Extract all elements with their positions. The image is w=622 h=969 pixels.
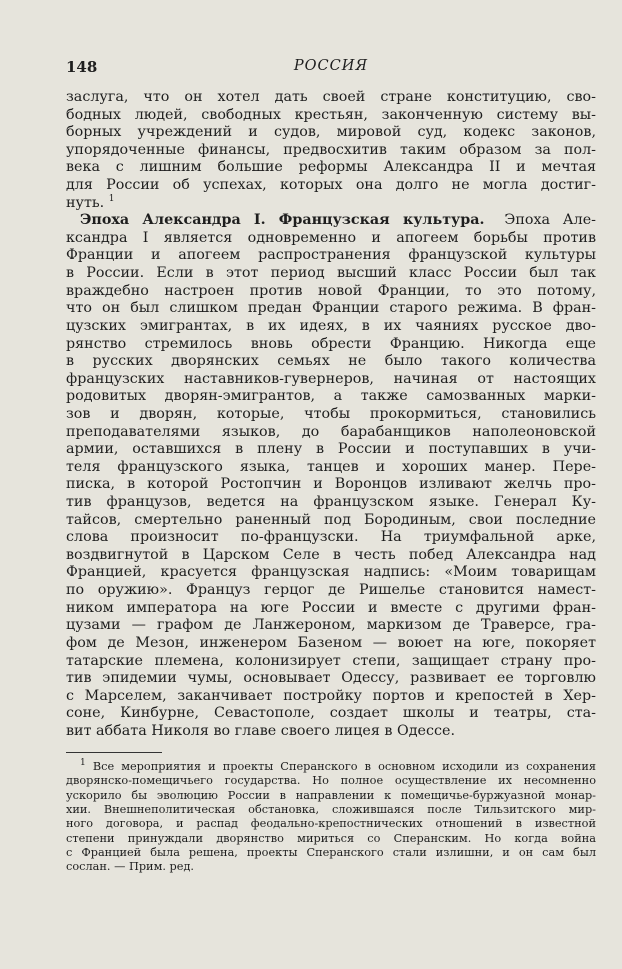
- text-line: [66, 371, 596, 389]
- text-line: [66, 300, 596, 318]
- footnote-text: сослан. — Прим. ред.: [66, 860, 195, 874]
- line-text: заслуга, что он хотел дать своей стране конституцию, сво-: [66, 89, 596, 105]
- footnote-line: [66, 846, 596, 860]
- text-line: [66, 617, 596, 635]
- text-line: [66, 124, 596, 142]
- line-text: цузами — графом де Ланжероном, маркизом де Траверсе, гра-: [66, 617, 596, 634]
- line-text: тайсов, смертельно раненный под Бородиным, свои последние: [66, 511, 596, 528]
- footnote-line: [66, 760, 596, 774]
- text-line: [66, 600, 596, 618]
- line-text: что он был слишком предан Франции старого режима. В фран-: [66, 300, 596, 317]
- line-text: вит аббата Николя во главе своего лицея в Одессе.: [66, 722, 456, 739]
- text-line: [66, 635, 596, 653]
- line-text: в России. Если в этот период высший класс России был так: [66, 265, 596, 282]
- text-line: [66, 653, 596, 671]
- footnote-line: [66, 789, 596, 803]
- text-line: [66, 723, 596, 741]
- line-text: с Марселем, заканчивает постройку портов и крепостей в Хер-: [66, 687, 596, 704]
- text-line: [66, 688, 596, 706]
- line-text: воздвигнутой в Царском Селе в честь побед Александра над: [66, 546, 596, 563]
- line-text: писка, в которой Ростопчин и Воронцов изливают желчь про-: [66, 476, 596, 493]
- line-text: зов и дворян, которые, чтобы прокормиться, становились: [66, 405, 596, 422]
- running-title: РОССИЯ: [293, 58, 369, 74]
- text-line: [66, 265, 596, 283]
- line-text: родовитых дворян-эмигрантов, а также самозванных марки-: [66, 388, 596, 405]
- footnote-divider: [66, 752, 162, 753]
- text-line: [66, 142, 596, 160]
- line-text: Эпоха Але-: [504, 212, 596, 229]
- footnote-mark: 1: [80, 758, 86, 769]
- line-text: Францией, красуется французская надпись: «Моим товарищам: [66, 564, 596, 581]
- text-line: [66, 353, 596, 371]
- text-line: [66, 283, 596, 301]
- footnote-text: Все мероприятия и проекты Сперанского в основном исходили из сохранения: [92, 760, 596, 773]
- footnote-text: степени принуждали дворянство мириться со Сперанским. Но когда война: [66, 831, 596, 845]
- text-line: [66, 476, 596, 494]
- text-line: [66, 582, 596, 600]
- line-text: для России об успехах, которых она долго не могла достиг-: [66, 177, 596, 194]
- footnote-reference[interactable]: 1: [108, 193, 115, 204]
- line-text: упорядоченные финансы, предвосхитив таким образом за пол-: [66, 141, 596, 158]
- footnote-line: [66, 774, 596, 788]
- text-line: [66, 547, 596, 565]
- section-heading: Эпоха Александра I. Французская культура.: [80, 212, 485, 229]
- line-text: фом де Мезон, инженером Базеном — воюет на юге, покоряет: [66, 634, 596, 651]
- text-line: [66, 336, 596, 354]
- footnote-text: ного договора, и распад феодально-крепостнических отношений в известной: [66, 817, 596, 831]
- text-line: [66, 424, 596, 442]
- text-line: [66, 670, 596, 688]
- text-line: [66, 705, 596, 723]
- text-line: [66, 230, 596, 248]
- footnote-line: [66, 860, 596, 874]
- text-line: [66, 247, 596, 265]
- line-text: татарские племена, колонизирует степи, защищает страну про-: [66, 652, 596, 669]
- text-line: [66, 441, 596, 459]
- line-text: ксандра I является одновременно и апогеем борьбы против: [66, 229, 596, 246]
- footnote-line: [66, 803, 596, 817]
- page-header: [66, 58, 596, 78]
- text-line: [66, 107, 596, 125]
- text-line: [66, 159, 596, 177]
- footnote-line: [66, 832, 596, 846]
- line-text: теля французского языка, танцев и хороших манер. Пере-: [66, 458, 596, 475]
- text-line: [66, 564, 596, 582]
- text-line: [66, 406, 596, 424]
- text-line: [66, 195, 596, 213]
- text-line: [66, 177, 596, 195]
- text-line: [66, 89, 596, 107]
- footnote-line: [66, 817, 596, 831]
- line-text: Франции и апогеем распространения французской культуры: [66, 247, 596, 264]
- line-text: рянство стремилось вновь обрести Францию. Никогда еще: [66, 335, 596, 352]
- text-line: [66, 459, 596, 477]
- line-text: соне, Кинбурне, Севастополе, создает школы и театры, ста-: [66, 705, 596, 722]
- footnote-text: дворянско-помещичьего государства. Но полное осуществление их несомненно: [66, 774, 596, 788]
- line-text: бодных людей, свободных крестьян, законченную систему вы-: [66, 106, 596, 123]
- text-line: [66, 212, 596, 230]
- line-text: цузских эмигрантах, в их идеях, в их чаяниях русское дво-: [66, 317, 596, 334]
- footnote-text: ускорило бы эволюцию России в направлении к помещичье-буржуазной монар-: [66, 788, 596, 802]
- text-line: [66, 494, 596, 512]
- text-line: [66, 388, 596, 406]
- text-line: [66, 529, 596, 547]
- line-text: ником императора на юге России и вместе с другими фран-: [66, 599, 596, 616]
- footnote-text: с Францией была решена, проекты Сперанского стали излишни, и он сам был: [66, 846, 596, 860]
- line-text: французских наставников-гувернеров, начиная от настоящих: [66, 370, 596, 387]
- line-text: враждебно настроен против новой Франции, то это потому,: [66, 282, 596, 299]
- main-text: [66, 89, 596, 741]
- footnote-text: хии. Внешнеполитическая обстановка, сложившаяся после Тильзитского мир-: [66, 803, 596, 817]
- line-text: века с лишним большие реформы Александра II и мечтая: [66, 159, 596, 176]
- line-text: армии, оставшихся в плену в России и поступавших в учи-: [66, 441, 596, 458]
- line-text: борных учреждений и судов, мировой суд, кодекс законов,: [66, 124, 596, 141]
- page-number: 148: [66, 58, 98, 76]
- line-text: слова произносит по-французски. На триумфальной арке,: [66, 529, 596, 546]
- line-text: нуть.: [66, 194, 105, 211]
- text-line: [66, 318, 596, 336]
- line-text: тив французов, ведется на французском языке. Генерал Ку-: [66, 494, 596, 511]
- line-text: в русских дворянских семьях не было такого количества: [66, 353, 596, 370]
- line-text: тив эпидемии чумы, основывает Одессу, развивает ее торговлю: [66, 670, 596, 687]
- line-text: преподавателями языков, до барабанщиков наполеоновской: [66, 423, 596, 440]
- footnotes: [66, 760, 596, 875]
- line-text: по оружию». Француз герцог де Ришелье становится намест-: [66, 582, 596, 599]
- text-line: [66, 512, 596, 530]
